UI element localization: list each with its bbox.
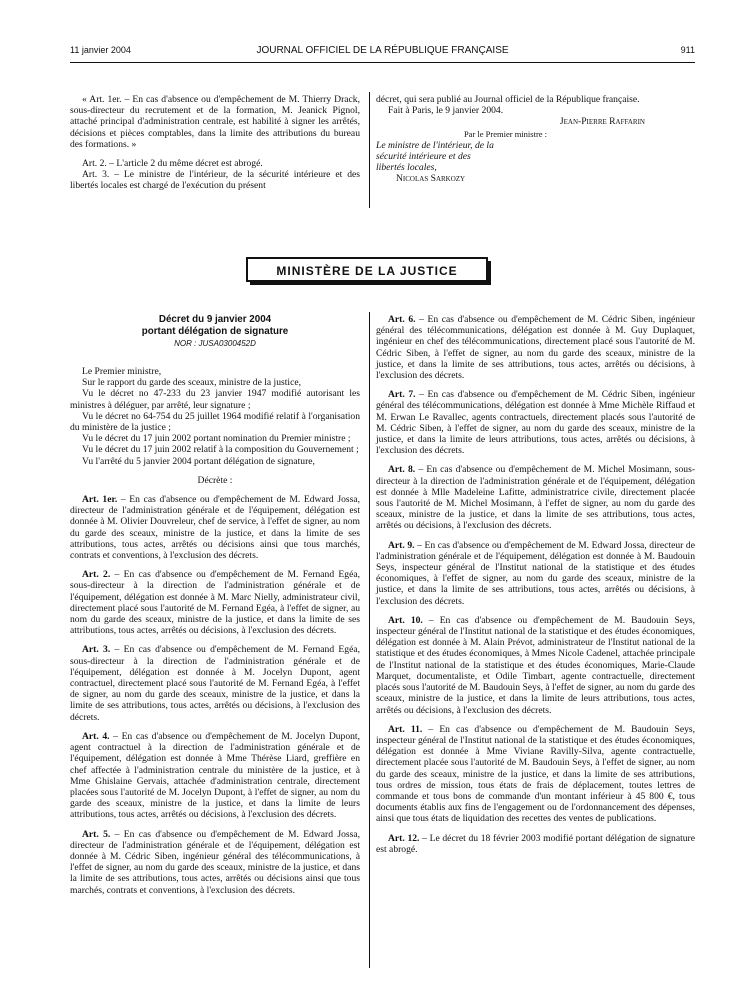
article-4: Art. 4. – En cas d'absence ou d'empêchement de M. Jocelyn Dupont, agent contractuel à la direction de l'administration générale et de l'équipement, délégation est donnée à Mme Thérèse Liard, greffière en chef affectée à l'administration centrale du ministère de la justice, et à Mme Ghislaine Gervais, attachée d'administration centrale, directement placées sous l'autorité de M. Jocelyn Dupont, à l'effet de signer, au nom du garde des sceaux, ministre de la justice, et dans la limite de leurs attributions, tous actes, arrêtés ou décisions, à l'exclusion des décrets. — [70, 730, 361, 821]
preamble-line: Vu le décret no 64-754 du 25 juillet 1964 modifié relatif à l'organisation du ministère de la justice ; — [70, 410, 360, 434]
header-page-number: 911 — [680, 45, 695, 55]
prev-article-3: Art. 3. – Le ministre de l'intérieur, de la sécurité intérieure et des libertés locales est chargé de l'exécution du présent — [70, 169, 360, 192]
preamble-line: Vu le décret no 47-233 du 23 janvier 1947 modifié autorisant les ministres à déléguer, par arrêté, leur signature ; — [70, 388, 360, 411]
column-divider-top — [369, 92, 370, 208]
quoted-article-1: « Art. 1er. – En cas d'absence ou d'empêchement de M. Thierry Drack, sous-directeur du recrutement et de la formation, M. Jeanick Pignol, attaché principal d'administration centrale, est habilité à signer les arrêtés, décisions et pièces comptables, dans la limite des attributions du bureau des formations. » — [70, 94, 360, 150]
header-journal-title: JOURNAL OFFICIEL DE LA RÉPUBLIQUE FRANÇAISE — [256, 45, 509, 56]
decree-continuation: décret, qui sera publié au Journal officiel de la République française. — [376, 94, 640, 105]
place-date: Fait à Paris, le 9 janvier 2004. — [388, 105, 504, 117]
top-left-column — [70, 94, 360, 192]
minister-title: Le ministre de l'intérieur, de la sécurité intérieure et des libertés locales, — [376, 139, 494, 174]
preamble-line: Le Premier ministre, — [82, 366, 162, 377]
decrete-label: Décrète : — [197, 474, 233, 486]
decree-subtitle: portant délégation de signature — [141, 325, 289, 337]
preamble-line: Vu l'arrêté du 5 janvier 2004 portant délégation de signature, — [82, 455, 315, 467]
minister-name: Nicolas Sarkozy — [396, 173, 466, 185]
article-1: Art. 1er. – En cas d'absence ou d'empêchement de M. Edward Jossa, directeur de l'administration générale et de l'équipement, délégation est donnée à M. Olivier Douvreleur, chef de service, à l'effet de signer, au nom du garde des sceaux, ministre de la justice, et dans la limite de ses attributions, tous actes, arrêtés ou décisions ainsi que tous marchés, contrats et conventions, à l'exclusion des décrets. — [70, 494, 361, 562]
preamble-line: Vu le décret du 17 juin 2002 relatif à la composition du Gouvernement ; — [82, 444, 359, 456]
article-3: Art. 3. – En cas d'absence ou d'empêchement de M. Fernand Egéa, sous-directeur à la direction de l'administration générale et de l'équipement, délégation est donnée à M. Jocelyn Dupont, agent contractuel, directement placé sous l'autorité de M. Fernand Egéa, à l'effet de signer, au nom du garde des sceaux, ministre de la justice, et dans la limite de ses attributions, tous actes, arrêtés ou décisions, à l'exclusion des décrets. — [70, 644, 361, 723]
ministry-banner — [246, 257, 488, 282]
header-rule — [70, 62, 695, 63]
decree-left-column — [70, 366, 360, 896]
article-2: Art. 2. – En cas d'absence ou d'empêchement de M. Fernand Egéa, sous-directeur à la direction de l'administration générale et de l'équipement, délégation est donnée à M. Marc Nielly, administrateur civil, directement placé sous l'autorité de M. Fernand Egéa, à l'effet de signer, au nom du garde des sceaux, ministre de la justice, et dans la limite de ses attributions, tous actes, arrêtés ou décisions, à l'exclusion des décrets. — [70, 569, 361, 637]
article-10: Art. 10. – En cas d'absence ou d'empêchement de M. Baudouin Seys, inspecteur général de l'Institut national de la statistique et des études économiques, délégation est donnée à M. Alain Prévot, administrateur de l'Institut national de la statistique et des études économiques, à Mmes Nicole Cadenel, attachée principale de l'Institut national de la statistique et des études économiques, Marie-Claude Marquet, documentaliste, et Odile Timbart, agente contractuelle, directement placés sous l'autorité de M. Baudouin Seys, à l'effet de signer, au nom du garde des sceaux, ministre de la justice, et dans la limite de leurs attributions, tous actes, arrêtés ou décisions, à l'exclusion des décrets. — [376, 614, 695, 716]
prev-article-2: Art. 2. – L'article 2 du même décret est abrogé. — [82, 158, 263, 170]
ministry-banner-label: MINISTÈRE DE LA JUSTICE — [276, 264, 458, 278]
article-11: Art. 11. – En cas d'absence ou d'empêchement de M. Baudouin Seys, inspecteur général de l'Institut national de la statistique et des études économiques, délégation est donnée à Mme Viviane Ravilly-Silva, agente contractuelle, directement placée sous l'autorité de M. Baudouin Seys, à l'effet de signer, au nom du garde des sceaux, ministre de la justice, et dans la limite de ses attributions, tous ordres de mission, tous états de frais de déplacement, toutes lettres de commande et tous bons de commande d'un montant inférieur à 45 800 €, tous documents établis aux fins de l'engagement ou de l'ordonnancement des dépenses, ainsi que tous états de liquidation des recettes des ventes de publications. — [376, 723, 696, 825]
nor-reference: NOR : JUSA0300452D — [174, 339, 256, 348]
top-right-column — [376, 94, 695, 185]
article-7: Art. 7. – En cas d'absence ou d'empêchement de M. Cédric Siben, ingénieur général des télécommunications, délégation est donnée à Mme Michèle Riffaud et M. Erwan Le Ravallec, agents contractuels, directement placés sous l'autorité de M. Cédric Siben, à l'effet de signer, au nom du garde des sceaux, ministre de la justice, et dans la limite de leurs attributions, tous actes, arrêtés ou décisions, à l'exclusion des décrets. — [376, 389, 695, 457]
article-8: Art. 8. – En cas d'absence ou d'empêchement de M. Michel Mosimann, sous-directeur à la direction de l'administration générale et de l'équipement, délégation est donnée à Mlle Madeleine Lafitte, administratrice civile, directement placée sous l'autorité de M. Michel Mosimann, à l'effet de signer, au nom du garde des sceaux, ministre de la justice, et dans la limite de ses attributions, tous actes, arrêtés ou décisions, à l'exclusion des décrets. — [376, 464, 696, 532]
page-header — [70, 43, 695, 59]
article-12: Art. 12. – Le décret du 18 février 2003 modifié portant délégation de signature est abrogé. — [376, 832, 696, 855]
by-prime-minister: Par le Premier ministre : — [463, 128, 548, 139]
decree-title: Décret du 9 janvier 2004 — [158, 314, 272, 325]
preamble-line: Sur le rapport du garde des sceaux, ministre de la justice, — [82, 377, 301, 389]
preamble-line: Vu le décret du 17 juin 2002 portant nomination du Premier ministre ; — [82, 433, 351, 445]
signer-name: Jean-Pierre Raffarin — [559, 116, 645, 128]
decree-right-column — [376, 314, 695, 855]
header-date: 11 janvier 2004 — [70, 45, 131, 55]
article-5: Art. 5. – En cas d'absence ou d'empêchement de M. Edward Jossa, directeur de l'administration générale et de l'équipement, délégation est donnée à M. Cédric Siben, ingénieur général des télécommunications, à l'effet de signer, au nom du garde des sceaux, ministre de la justice, et dans la limite de ses attributions, tous actes, arrêtés ou décisions ainsi que tous marchés, contrats et conventions, à l'exclusion des décrets. — [70, 828, 361, 896]
column-divider-main — [369, 312, 370, 968]
decree-heading — [70, 314, 360, 348]
article-9: Art. 9. – En cas d'absence ou d'empêchement de M. Edward Jossa, directeur de l'administration générale et de l'équipement, délégation est donnée à M. Baudouin Seys, inspecteur général de l'Institut national de la statistique et des études économiques, à l'effet de signer, au nom du garde des sceaux, ministre de la justice, et dans la limite de ses attributions, tous actes, arrêtés ou décisions, à l'exclusion des décrets. — [376, 539, 695, 607]
article-6: Art. 6. – En cas d'absence ou d'empêchement de M. Cédric Siben, ingénieur général des télécommunications, délégation est donnée à M. Guy Duplaquet, ingénieur en chef des télécommunications, directement placé sous l'autorité de M. Cédric Siben, à l'effet de signer, au nom du garde des sceaux, ministre de la justice, et dans la limite de ses attributions, tous actes, arrêtés ou décisions, à l'exclusion des décrets. — [376, 314, 695, 382]
